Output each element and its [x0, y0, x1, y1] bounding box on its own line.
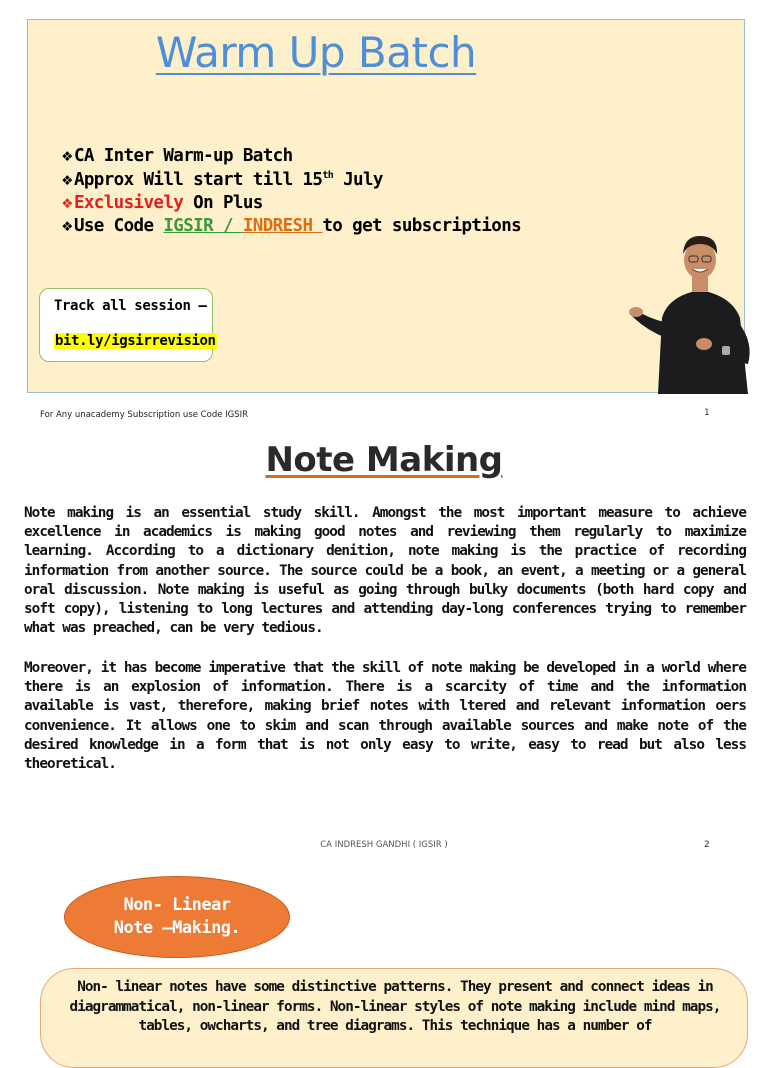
non-linear-heading-ellipse	[64, 876, 290, 958]
track-label: Track all session –	[54, 298, 207, 314]
bullet-batch: ❖ CA Inter Warm-up Batch	[62, 146, 293, 166]
slide-title: Warm Up Batch	[155, 28, 477, 77]
page-number-1: 1	[704, 408, 710, 418]
track-session-box	[39, 288, 216, 362]
bullet-exclusive: ❖ Exclusively On Plus	[62, 193, 263, 213]
code-indresh: INDRESH	[242, 216, 323, 236]
warm-up-slide	[27, 19, 745, 393]
slide2-footer: CA INDRESH GANDHI ( IGSIR )	[320, 840, 448, 850]
diamond-bullet-icon: ❖	[62, 193, 72, 213]
revision-link[interactable]: bit.ly/igsirrevision	[55, 333, 216, 349]
bullet-start-date: ❖ Approx Will start till 15th July	[62, 170, 383, 190]
non-linear-description: Non- linear notes have some distinctive patterns. They present and connect ideas in diagrammatical, non-linear forms. Non-linear styles of note making include mind maps, tables, owcharts, and tree diagrams. This technique has a number of	[69, 979, 721, 1034]
page-number-2: 2	[704, 840, 710, 850]
slide1-footer: For Any unacademy Subscription use Code IGSIR	[40, 410, 249, 420]
presenter-photo	[628, 226, 768, 394]
bullet-code: ❖ Use Code IGSIR / INDRESH to get subscriptions	[62, 216, 522, 236]
note-making-title: Note Making	[265, 440, 503, 480]
non-linear-description-box	[40, 968, 748, 1068]
code-igsir: IGSIR /	[163, 216, 243, 236]
paragraph-1: Note making is an essential study skill. Amongst the most important measure to achieve excellence in academics is making good notes and reviewing them regularly to maximize learning. According to a dictionary denition, note making is the practice of recording information from another source. The source could be a book, an event, a meeting or a general oral discussion. Note making is useful as going through bulky documents (both hard copy and soft copy), listening to long lectures and attending day-long conferences trying to remember what was preached, can be very tedious.	[24, 505, 746, 637]
diamond-bullet-icon: ❖	[62, 146, 72, 166]
paragraph-2: Moreover, it has become imperative that the skill of note making be developed in a world where there is an explosion of information. There is a scarcity of time and the information available is vast, therefore, making brief notes with ltered and relevant information oers convenience. It allows one to skim and scan through available sources and make note of the desired knowledge in a form that is not only easy to write, easy to read but also less theoretical.	[24, 660, 746, 773]
diamond-bullet-icon: ❖	[62, 170, 72, 190]
diamond-bullet-icon: ❖	[62, 216, 72, 236]
non-linear-heading: Non- Linear Note –Making.	[113, 895, 241, 938]
